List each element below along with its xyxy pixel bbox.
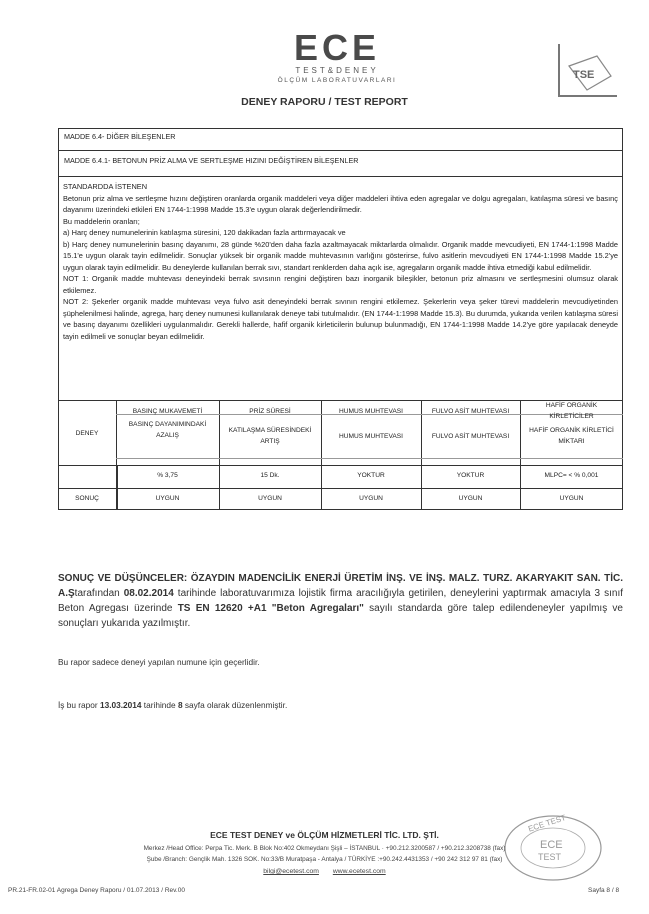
standard-text-2: Bu maddelerin oranları;: [63, 216, 140, 226]
value-humus: YOKTUR: [357, 472, 385, 479]
conclusion-paragraph: [58, 571, 623, 631]
issue-note-a: İş bu rapor: [58, 700, 100, 710]
contact-line: [0, 868, 649, 875]
row-label-sonuc: SONUÇ: [75, 495, 99, 502]
row-madde-6-4: MADDE 6.4- DİĞER BİLEŞENLER: [64, 132, 176, 141]
stamp-mid-text: ECE: [540, 839, 563, 851]
col-header-hafif: HAFİF ORGANİK KİRLETİCİLER: [545, 402, 598, 420]
standard-note-2: NOT 2: Şekerler organik madde muhtevası veya fulvo asit deneyindeki berrak sıvının rengini etkilemez. Şekerlerin veya şeker türevi maddelerin mevcudiyetinden şüphelenilmesi halinde, agrega, harç deney numunesi kullanılarak deneye tabi tutulmalıdır. (EN 1744-1:1998 Madde 15.3). Bu durumda, yukarıda verilen katılaşma süresi ve basınç dayanımı özellikleri uygulanmalıdır. Gerekli hallerde, hafif organik kirleticilerin bulunup bulunmadığı, EN 1744-1:1998 Madde 14.2'ye göre yapılacak deneyde tayin edilmeli ve sonuçlar beyan edilmelidir.: [63, 297, 618, 341]
row-label-deney: DENEY: [75, 430, 99, 437]
sub-header-humus: HUMUS MUHTEVASI: [339, 433, 403, 440]
result-hafif: UYGUN: [559, 495, 584, 502]
value-fulvo: YOKTUR: [456, 472, 485, 479]
tse-logo: [555, 42, 621, 98]
col-header-humus: HUMUS MUHTEVASI: [339, 408, 403, 415]
standard-text-3: a) Harç deney numunelerinin katılaşma süresini, 120 dakikadan fazla arttırmayacak ve: [63, 228, 346, 237]
receipt-date: 08.02.2014: [123, 588, 174, 599]
result-fulvo: UYGUN: [458, 495, 483, 502]
divider: [59, 176, 622, 177]
page-number: Sayfa 8 / 8: [588, 887, 620, 894]
value-basinc: % 3,75: [157, 472, 178, 479]
ece-logo: [262, 27, 412, 88]
form-code: PR.21-FR.02-01 Agrega Deney Raporu / 01.07.2013 / Rev.00: [8, 887, 185, 894]
result-priz: UYGUN: [258, 495, 282, 502]
result-basinc: UYGUN: [155, 495, 180, 502]
head-office-address: Merkez /Head Office: Perpa Tic. Merk. B Blok No:402 Okmeydanı Şişli – İSTANBUL · +90.212.3200587 / +90.212.3208738 (fax): [143, 845, 506, 852]
company-name: ECE TEST DENEY ve ÖLÇÜM HİZMETLERİ TİC. LTD. ŞTİ.: [210, 830, 439, 840]
conclusion-text-2: tarihinde laboratuvarımıza lojistik firma aracılığıyla getirilen, deneylerini yaptırmak amacıyla 3 sınıf Beton Agregası üzerinde: [58, 588, 623, 614]
stamp-bottom-text: TEST: [538, 852, 562, 862]
standard-text-4: b) Harç deney numunelerinin basınç dayanımı, 28 günde %20'den daha fazla azaltmayacak miktarlarda olmalıdır. Organik madde mevcudiyeti, EN 1744-1:1998 Madde 15.1'e uygun olarak tayin edilmelidir. Sonuçlar yüksek bir organik madde muhtevasının varlığını gösterirse, fulvo asitlerin mevcudiyeti EN 1744-1:1998 Madde 15.2'ye uygun olarak tayin edilmelidir. Bu deneylerde kullanılan berrak sıvı, standart renklerden daha açık ise, agregaların organik madde ihtiva etmediği kabul edilmelidir.: [63, 239, 618, 272]
page-count: 8: [177, 700, 183, 710]
divider: [59, 150, 622, 151]
email-link[interactable]: bilgi@ecetest.com: [263, 868, 319, 875]
standard-requirements: [63, 181, 618, 342]
issue-note-b: tarihinde: [141, 700, 178, 710]
value-hafif: MLPC= < % 0,001: [544, 472, 599, 479]
issue-note: [58, 700, 287, 710]
issue-date: 13.03.2014: [99, 700, 142, 710]
sub-header-hafif: HAFİF ORGANİK KİRLETİCİ MİKTARI: [529, 427, 614, 445]
logo-subtitle-2: ÖLÇÜM LABORATUVARLARI: [277, 77, 397, 84]
issue-note-c: sayfa olarak düzenlenmiştir.: [182, 700, 288, 710]
website-link[interactable]: www.ecetest.com: [332, 868, 386, 875]
logo-subtitle-1: TEST&DENEY: [295, 66, 379, 75]
standard-reference: TS EN 12620 +A1 "Beton Agregaları": [177, 603, 364, 614]
tse-logo-text: TSE: [573, 69, 595, 81]
standard-note-1: NOT 1: Organik madde muhtevası deneyindeki berrak sıvısının rengini değiştiren bazı inorganik bileşikler, betonun priz almasını ve sertleşmesini olumsuz olarak etkilemez.: [63, 274, 618, 295]
conclusion-heading: SONUÇ VE DÜŞÜNCELER: ÖZAYDIN MADENCİLİK ENERJİ ÜRETİM İNŞ. VE İNŞ. MALZ. TURZ. AKARYAKIT SAN. TİC. A.Ş: [58, 573, 623, 599]
test-result-table: [58, 128, 623, 510]
sub-header-fulvo: FULVO ASİT MUHTEVASI: [431, 433, 510, 440]
value-priz: 15 Dk.: [260, 472, 280, 479]
stamp-top-text: ECE TEST: [527, 813, 567, 834]
result-humus: UYGUN: [359, 495, 383, 502]
report-title: DENEY RAPORU / TEST REPORT: [241, 96, 408, 108]
validity-note: Bu rapor sadece deneyi yapılan numune için geçerlidir.: [58, 657, 260, 667]
sub-header-priz: KATILAŞMA SÜRESİNDEKİ ARTIŞ: [228, 427, 312, 445]
col-header-basinc: BASINÇ MUKAVEMETİ: [132, 408, 203, 415]
col-header-fulvo: FULVO ASİT MUHTEVASI: [431, 408, 510, 415]
standard-text-1: Betonun priz alma ve sertleşme hızını değiştiren oranlarda organik maddeleri veya diğer maddeleri ihtiva eden agregalar ve dolgu agregaları, katılaşma süresi ve basınç dayanımı üzerindeki etkileri EN 1744-1:1998 Madde 15.3'e uygun olarak değerlendirilmedir.: [63, 193, 618, 214]
conclusion-text-3: sayılı standarda göre talep edilendeneyler yapılmış ve sonuçları yukarıda yazılmıştır.: [58, 603, 623, 629]
row-madde-6-4-1: MADDE 6.4.1- BETONUN PRİZ ALMA VE SERTLEŞME HIZINI DEĞİŞTİREN BİLEŞENLER: [64, 156, 359, 165]
standard-heading: STANDARDDA İSTENEN: [63, 182, 148, 191]
conclusion-text-1: tarafından: [74, 588, 124, 599]
branch-address: Şube /Branch: Gençlik Mah. 1326 SOK. No:33/B Muratpaşa - Antalya / TÜRKİYE :+90.242.4431353 / +90 242 312 97 81 (fax): [146, 856, 503, 863]
col-header-priz: PRİZ SÜRESİ: [249, 408, 291, 415]
logo-ece-text: ECE: [293, 27, 381, 68]
sub-header-basinc: BASINÇ DAYANIMINDAKİ AZALIŞ: [128, 421, 207, 439]
